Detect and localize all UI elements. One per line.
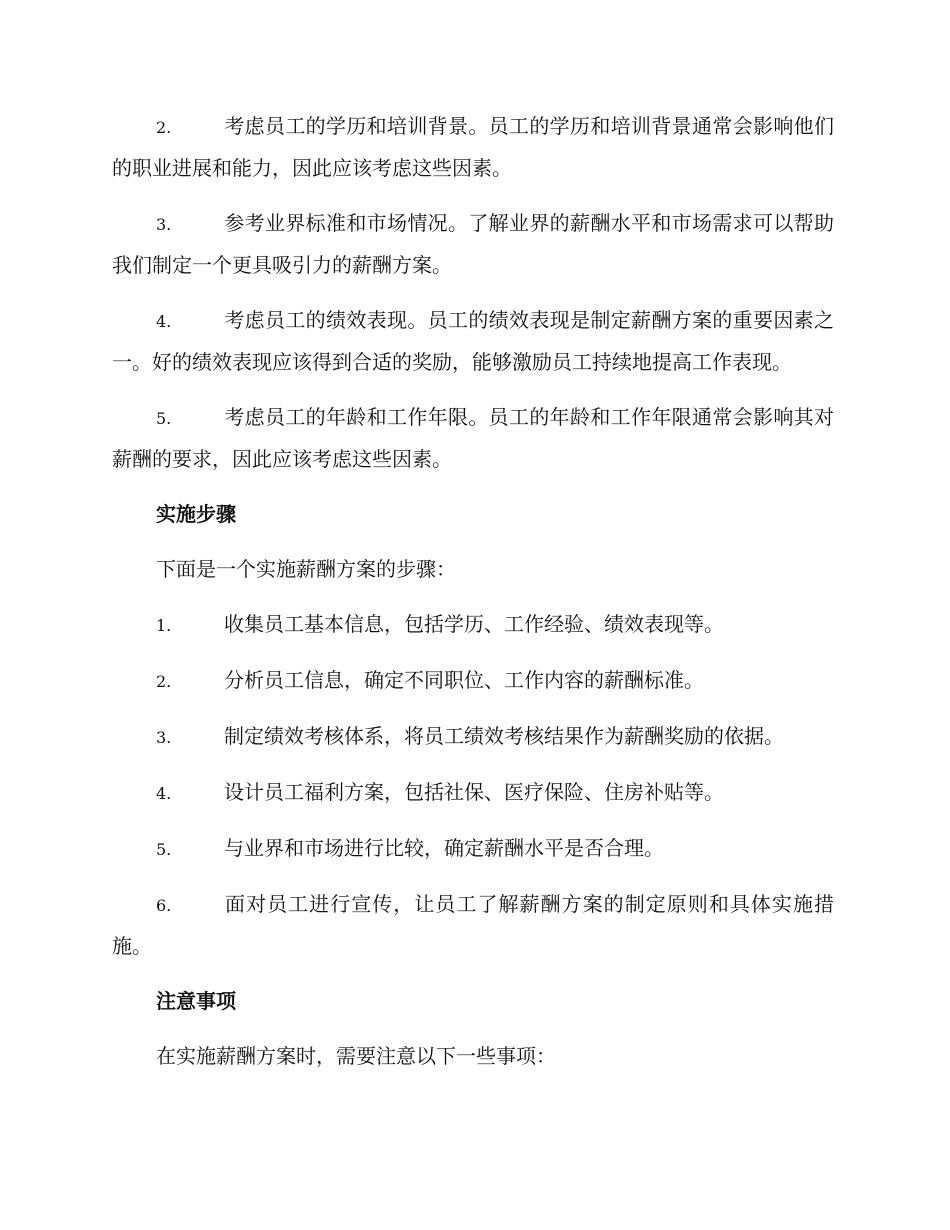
list-text: 分析员工信息，确定不同职位、工作内容的薪酬标准。 bbox=[224, 668, 704, 692]
list-number: 4. bbox=[156, 312, 172, 331]
list-text: 面对员工进行宣传，让员工了解薪酬方案的制定原则和具体实施措施。 bbox=[112, 892, 834, 958]
step-item-6 bbox=[112, 884, 834, 967]
section-heading-notes: 注意事项 bbox=[156, 989, 236, 1013]
list-number: 3. bbox=[156, 215, 172, 234]
notes-intro: 在实施薪酬方案时，需要注意以下一些事项： bbox=[156, 1044, 556, 1068]
factor-item-4 bbox=[112, 300, 834, 383]
factor-item-5 bbox=[112, 397, 834, 480]
section-heading-steps: 实施步骤 bbox=[156, 502, 236, 526]
list-number: 4. bbox=[156, 784, 172, 803]
list-text: 参考业界标准和市场情况。了解业界的薪酬水平和市场需求可以帮助我们制定一个更具吸引力的薪酬方案。 bbox=[112, 211, 834, 277]
list-text: 与业界和市场进行比较，确定薪酬水平是否合理。 bbox=[224, 836, 664, 860]
list-number: 6. bbox=[156, 896, 172, 915]
list-number: 1. bbox=[156, 616, 172, 635]
document-page bbox=[112, 106, 834, 1091]
list-text: 收集员工基本信息，包括学历、工作经验、绩效表现等。 bbox=[224, 612, 724, 636]
step-item-4 bbox=[112, 772, 834, 814]
list-number: 5. bbox=[156, 409, 172, 428]
step-item-5 bbox=[112, 828, 834, 870]
factor-item-2 bbox=[112, 106, 834, 189]
list-text: 考虑员工的绩效表现。员工的绩效表现是制定薪酬方案的重要因素之一。好的绩效表现应该得到合适的奖励，能够激励员工持续地提高工作表现。 bbox=[112, 308, 834, 374]
list-text: 制定绩效考核体系，将员工绩效考核结果作为薪酬奖励的依据。 bbox=[224, 724, 784, 748]
step-item-1 bbox=[112, 604, 834, 646]
list-text: 考虑员工的学历和培训背景。员工的学历和培训背景通常会影响他们的职业进展和能力，因此应该考虑这些因素。 bbox=[112, 114, 834, 180]
list-number: 5. bbox=[156, 840, 172, 859]
list-number: 2. bbox=[156, 672, 172, 691]
list-text: 考虑员工的年龄和工作年限。员工的年龄和工作年限通常会影响其对薪酬的要求，因此应该考虑这些因素。 bbox=[112, 405, 834, 471]
list-number: 3. bbox=[156, 728, 172, 747]
list-number: 2. bbox=[156, 118, 172, 137]
step-item-3 bbox=[112, 716, 834, 758]
steps-intro: 下面是一个实施薪酬方案的步骤： bbox=[156, 557, 456, 581]
factor-item-3 bbox=[112, 203, 834, 286]
step-item-2 bbox=[112, 660, 834, 702]
list-text: 设计员工福利方案，包括社保、医疗保险、住房补贴等。 bbox=[224, 780, 724, 804]
